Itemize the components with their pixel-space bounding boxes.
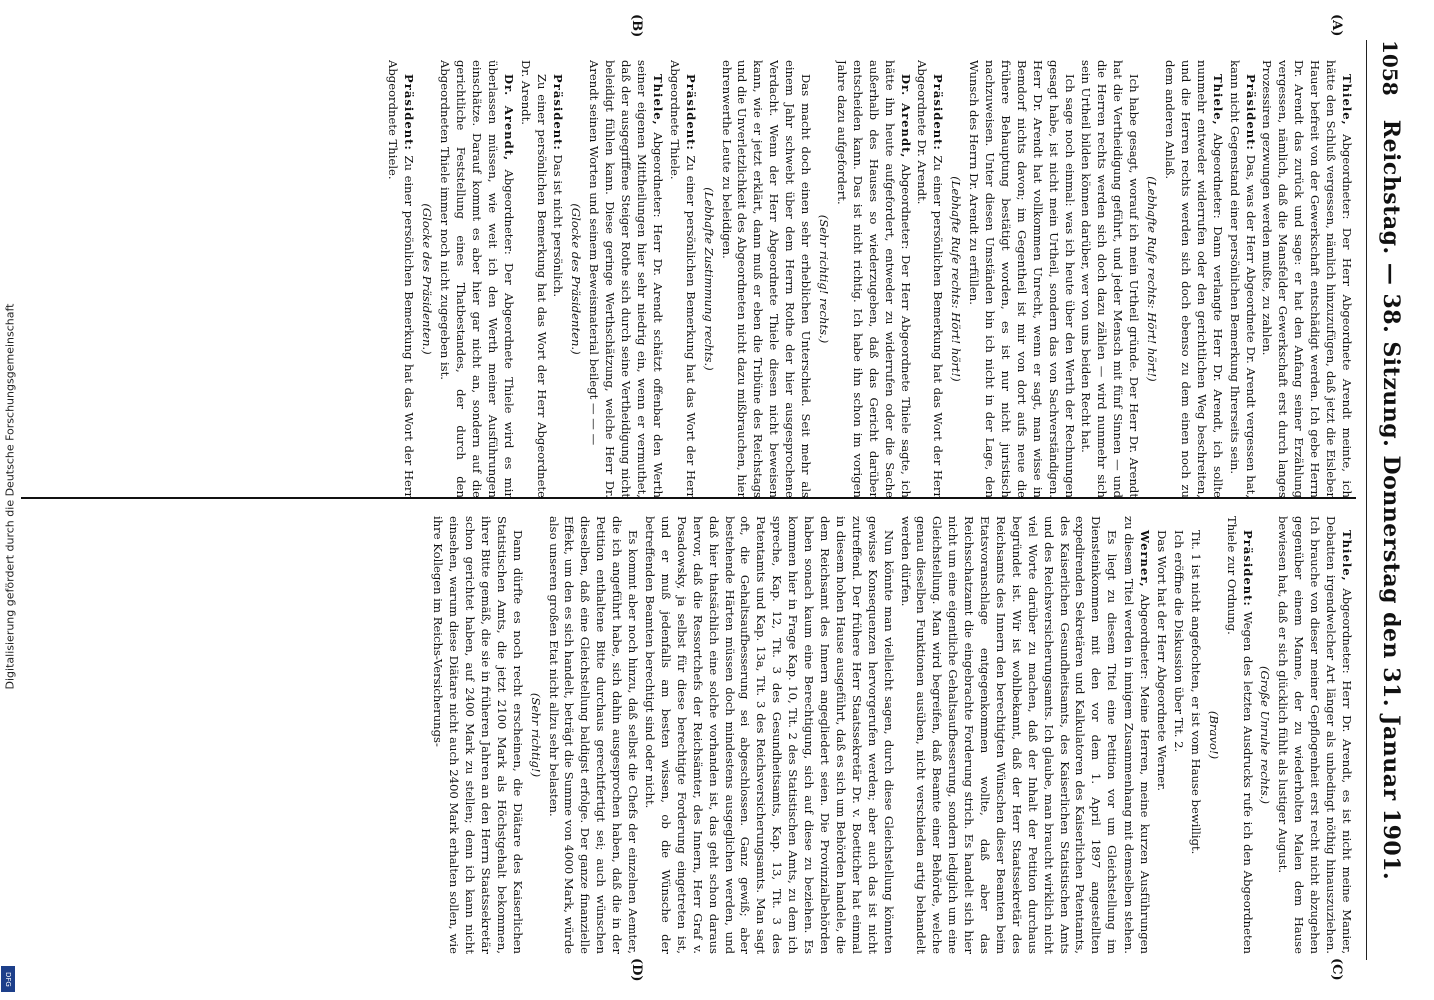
page-header: [1372, 40, 1406, 960]
speaker-name: Präsident:: [551, 74, 566, 151]
page-title: Reichstag. — 38. Sitzung. Donnerstag den 31. Januar 1901.: [1378, 119, 1404, 881]
paragraph-text: Abgeordneter: Herr Dr. Arendt schätzt offenbar den Werth seiner eigenen Mittheilungen hier sehr niedrig ein, wenn er vermuthet, daß der ausgegriffene Steiger Rothe sich durch seine Vertheidigung nicht beleidigt fühlen kann. Diese geringe Werthschätzung, welche Herr Dr. Arendt seinen Worten und seinem Beweismaterial beilegt — — —: [587, 60, 665, 498]
speech-paragraph: [385, 60, 417, 498]
paragraph-text: Wegen des letzten Ausdrucks rufe ich den Abgeordneten Thiele zur Ordnung.: [1224, 516, 1255, 954]
stage-direction: (Glocke des Präsidenten.): [569, 203, 584, 355]
paragraph-text: Abgeordneter: Der Herr Abgeordnete Arendt meinte, ich hätte den Schluß vergessen, nämlich hinzuzufügen, daß jetzt die Eisleber Hauer befreit von der Gewerkschaft entschädigt werden. Ich gebe Herrn Dr. Arendt das zurück und sage: er hat den Anfang seiner Erzählung vergessen, nämlich, daß die Mansfelder Gewerkschaft erst durch langes Prozessiren gezwungen werden mußte, zu zahlen.: [1260, 60, 1354, 498]
stage-direction: (Sehr richtig! rechts.): [817, 214, 831, 344]
column-divider: [21, 497, 1356, 499]
speech-paragraph: [1078, 60, 1142, 498]
paragraph-text: Abgeordneter: Der Herr Abgeordnete Thiele sagte, ich hätte ihn heute aufgefordert, entweder zu widerrufen oder die Sache außerhalb des Hauses so wiederzugeben, daß das Gericht darüber entscheiden kann. Das ist nicht richtig. Ich habe ihn schon im vorigen Jahre dazu aufgefordert.: [834, 60, 913, 498]
paragraph-text: Zu einer persönlichen Bemerkung hat das Wort der Herr Abgeordnete Dr. Arendt.: [915, 60, 946, 498]
paragraph-text: Ich eröffne die Diskussion über Tit. 2.: [1171, 530, 1186, 753]
right-text-column: [24, 516, 1354, 954]
paragraph-text: Nun könnte man vielleicht sagen, durch diese Gleichstellung könnten gewisse Konsequenzen hervorgerufen werden; aber auch das ist nicht zutreffend. Der frühere Herr Staatssekretär Dr. v. Boetticher hat einmal in diesem hohen Hause ausgeführt, daß es sich um Behörden handele, die dem Reichsamt des Innern angegliedert seien. Die Provinzialbehörden haben sonach kaum eine Berechtigung, sich auf diese zu beziehen. Es kommen hier in Frage Kap. 10, Tit. 2 des Statistischen Amts, zu dem ich spreche, Kap. 12, Tit. 3 des Gesundheitsamts, Kap. 13, Tit. 3 des Patentamts und Kap. 13a, Tit. 3 des Reichsversicherungsamts. Man sagt oft, die Gehaltsaufbesserung sei abgeschlossen. Ganz gewiß; aber bestehende Härten müssen doch mindestens ausgeglichen werden, und daß hier thatsächlich eine solche vorhanden ist, das geht schon daraus hervor, daß die Ressortchefs der Reichsämter, des Innern, Herr Graf v. Posadowsky, ja selbst für diese berechtigte Forderung eingetreten ist, und er muß jedenfalls am besten wissen, ob die Wünsche der betreffenden Beamten berechtigt sind oder nicht.: [643, 516, 896, 954]
speech-paragraph: [1274, 516, 1354, 954]
speech-paragraph: [436, 60, 516, 498]
speech-paragraph: [429, 516, 524, 954]
header-rule: [1366, 40, 1367, 960]
paragraph-text: Das macht doch einen sehr erheblichen Unterschied. Seit mehr als einem Jahr schwebt über dem Herrn Rothe der hier ausgesprochene Verdacht. Wenn der Herr Abgeordnete Thiele diesen nicht beweisen kann, wie er jetzt erklärt, dann muß er eben die Tribüne des Reichstags und die Unverletzlichkeit des Abgeordneten nicht dazu mißbrauchen, hier ehrenwerthe Leute zu beleidigen.: [719, 60, 814, 498]
paragraph-text: Ich sage noch einmal: was ich heute über den Werth der Rechnungen gesagt habe, ist nicht mein Urtheil, sondern das von Sachverständigen. Herr Dr. Arendt hat vollkommen Unrecht, wenn er sagt, man wisse in Bemdorf nichts davon; im Gegentheil ist mir von dort aufs neue die frühere Behauptung bestätigt worden, es ist nur nicht juristisch nachzuweisen. Unter diesen Umständen bin ich nicht in der Lage, den Wunsch des Herrn Dr. Arendt zu erfüllen.: [967, 60, 1077, 498]
dfg-logo: DFG: [1, 966, 15, 992]
speech-paragraph: [965, 60, 1076, 498]
speaker-name: Werner,: [1138, 530, 1153, 588]
left-text-column: [24, 60, 1354, 498]
speech-paragraph: [641, 516, 896, 954]
stage-direction: (Lebhafte Zustimmung rechts.): [701, 187, 716, 371]
speaker-name: Präsident:: [683, 74, 698, 151]
digitization-credit: [0, 0, 16, 1000]
paragraph-text: Abgeordneter: Dann verlangte Herr Dr. Arendt, ich sollte nunmehr entweder widerrufen oder den gerichtlichen Weg beschreiten, und die Herren rechts werden sich doch ebenso zu dem einen noch zu dem anderen Anlaß.: [1163, 60, 1225, 498]
paragraph-text: Ich habe gesagt, worauf ich mein Urtheil gründe. Der Herr Dr. Arendt hat die Vertheidigung geführt, und jeder Mensch mit fünf Sinnen — und die Herren rechts werden sich doch dazu zählen — wird nunmehr sich sein Urtheil bilden können darüber, wer von uns beiden Recht hat.: [1079, 60, 1142, 498]
stage-direction: (Glocke des Präsidenten.): [420, 203, 435, 355]
paragraph-text: Abgeordneter: Der Abgeordnete Thiele wird es mir überlassen müssen, wie weit ich den Werth meiner Ausführungen einschätze. Darauf kommt es aber hier gar nicht an, sondern auf die gerichtliche Feststellung eines Thatbestandes, der durch den Abgeordneten Thiele immer noch nicht zugegeben ist.: [438, 60, 516, 498]
paragraph-text: Zu einer persönlichen Bemerkung hat das Wort der Herr Abgeordnete Dr. Arendt.: [518, 60, 549, 498]
paragraph-text: Es liegt zu diesem Titel eine Petition vor um Gleichstellung im Diensteinkommen mit den vor dem 1. April 1897 angestellten expedirenden Sekretären und Kalkulatoren des Kaiserlichen Patentamts, des Kaiserlichen Gesundheitsamts, des Kaiserlichen Statistischen Amts und des Reichsversicherungsamts. Ich glaube, man braucht wirklich nicht viel Worte darüber zu machen, daß der Inhalt der Petition durchaus begründet ist. Wir ist wohlbekannt, daß der Herr Staatssekretär des Reichsamts des Innern den berechtigten Wünschen dieser Beamten beim Etatsvoranschlage entgegenkommen wollte, daß aber das Reichsschatzamt die eingebrachte Forderung strich. Es handelt sich hier nicht um eine eigentliche Gehaltsaufbesserung, sondern lediglich um eine Gleichstellung. Man wird begreifen, daß Beamte einer Behörde, welche genau dieselben Funktionen ausüben, nicht verschieden artig behandelt werden dürfen.: [898, 516, 1120, 954]
speech-paragraph: [1153, 516, 1169, 954]
speaker-name: Thiele,: [650, 74, 665, 126]
speaker-name: Präsident:: [931, 74, 946, 151]
speech-paragraph: [666, 60, 698, 498]
speech-paragraph: [833, 60, 913, 498]
stage-direction: (Lebhafte Rufe rechts: Hört! hört!): [1145, 176, 1160, 382]
speech-paragraph: [517, 60, 549, 498]
stage-direction: (Große Unruhe rechts.): [1258, 665, 1273, 805]
speech-paragraph: [1161, 60, 1225, 498]
speaker-name: Thiele,: [1340, 530, 1354, 582]
stage-direction: (Bravo!): [1206, 710, 1221, 760]
speech-paragraph: [1259, 60, 1354, 498]
speaker-name: Präsident:: [1240, 530, 1255, 607]
paragraph-text: Zu einer persönlichen Bemerkung hat das Wort der Herr Abgeordnete Thiele.: [667, 60, 698, 498]
paragraph-text: Dann dürfte es noch recht erscheinen, die Diätare des Kaiserlichen Statistischen Amts, die jetzt 2100 Mark als Höchstgehalt bekommen, ihrer Bitte gemäß, die sie in früheren Jahren an den Herrn Staatssekretär schon gerichtet haben, auf 2400 Mark zu stellen; denn ich kann nicht einsehen, warum diese Diätare nicht auch 2400 Mark erhalten sollen, wie ihre Kollegen im Reichs-Versicherungs-: [431, 516, 525, 954]
speech-paragraph: [914, 60, 946, 498]
paragraph-text: Abgeordneter: Meine Herren, meine kurzen Ausführungen zu diesem Titel werden in innigem Zusammenhang mit demselben stehen.: [1122, 516, 1153, 954]
paragraph-text: Das Wort hat der Herr Abgeordnete Werner.: [1155, 530, 1170, 792]
speaker-name: Thiele,: [1210, 74, 1225, 126]
speech-paragraph: [1226, 60, 1258, 498]
margin-marker-a: (A): [1329, 14, 1344, 37]
paragraph-text: Das, was der Herr Abgeordnete Dr. Arendt vergessen hat, kann nicht Gegenstand einer persönlichen Bemerkung Ihrerseits sein.: [1227, 60, 1258, 498]
speech-paragraph: [550, 60, 566, 498]
speech-paragraph: [1120, 516, 1152, 954]
speaker-name: Präsident:: [1243, 74, 1258, 151]
speech-paragraph: [1223, 516, 1255, 954]
speech-paragraph: [718, 60, 813, 498]
paragraph-text: Abgeordneter: Herr Dr. Arendt, es ist nicht meine Manier, Debatten irgendwelcher Art länger als unbedingt nöthig hinauszuziehen. Ich brauche von dieser meiner Gepflogenheit erst recht nicht abzugehen gegenüber einem Manne, der zu wiederholten Malen dem Hause bewiesen hat, daß er sich glücklich fühlt als lustiger August.: [1276, 516, 1354, 954]
page-number: 1058: [1378, 40, 1402, 96]
speaker-name: Thiele,: [1340, 74, 1354, 126]
speech-paragraph: [1187, 516, 1203, 954]
speaker-name: Dr. Arendt,: [501, 74, 516, 162]
margin-marker-c: (C): [1329, 958, 1344, 981]
speech-paragraph: [545, 516, 640, 954]
margin-marker-b: (B): [629, 14, 644, 38]
speech-paragraph: [897, 516, 1120, 954]
paragraph-text: Zu einer persönlichen Bemerkung hat das Wort der Herr Abgeordnete Thiele.: [386, 60, 417, 498]
speaker-name: Präsident:: [402, 74, 417, 151]
margin-marker-d: (D): [629, 958, 644, 982]
stage-direction: (Sehr richtig!): [528, 692, 543, 778]
speaker-name: Dr. Arendt,: [898, 74, 913, 159]
speech-paragraph: [585, 60, 665, 498]
paragraph-text: Es kommt aber noch hinzu, daß selbst die Chefs der einzelnen Aemter, die ich angeführt habe, sich dahin ausgesprochen haben, daß die in der Petition enthaltene Bitte durchaus gerechtfertigt sei; auch wünschen dieselben, daß eine Gleichstellung baldigst erfolge. Der ganze finanzielle Effekt, um den es sich handelt, beträgt die Summe von 4000 Mark, würde also unseren großen Etat nicht allzu sehr belasten.: [546, 516, 641, 954]
digitization-credit-text: Digitalisierung gefördert durch die Deutsche Forschungsgemeinschaft: [3, 303, 17, 690]
paragraph-text: Das ist nicht persönlich.: [551, 154, 566, 298]
speech-paragraph: [1170, 516, 1186, 954]
paragraph-text: Tit. 1 ist nicht angefochten, er ist vom Hause bewilligt.: [1188, 530, 1203, 855]
stage-direction: (Lebhafte Rufe rechts: Hört! hört!): [949, 176, 964, 382]
